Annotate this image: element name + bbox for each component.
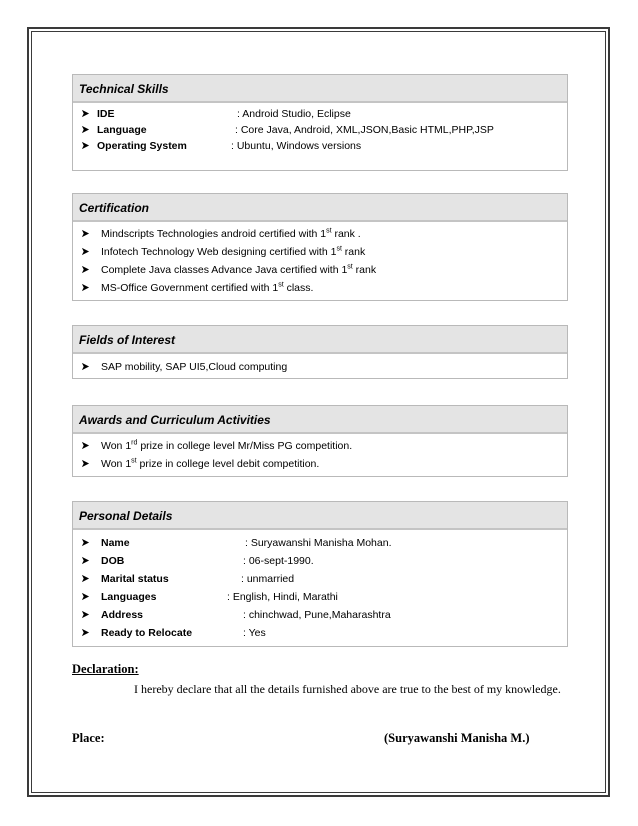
arrow-bullet-icon <box>81 261 90 279</box>
detail-row-languages <box>73 588 567 606</box>
certification-text: Mindscripts Technologies android certified with 1 <box>101 228 327 240</box>
detail-label: DOB <box>101 555 125 567</box>
certification-text: Infotech Technology Web designing certified with 1 <box>101 246 337 258</box>
certification-item <box>73 279 567 297</box>
ordinal-suffix: rd <box>131 439 138 447</box>
award-text: Won 1 <box>101 458 132 470</box>
detail-label: Address <box>101 609 144 621</box>
skill-label: Language <box>97 124 147 136</box>
skill-value: : Android Studio, Eclipse <box>237 108 351 120</box>
arrow-bullet-icon <box>81 122 90 138</box>
arrow-bullet-icon <box>81 358 90 376</box>
detail-row-name <box>73 534 567 552</box>
personal-details-section <box>72 501 568 647</box>
section-title: Awards and Curriculum Activities <box>73 406 567 434</box>
detail-label: Languages <box>101 591 157 603</box>
detail-value: : unmarried <box>241 573 295 585</box>
certification-section <box>72 193 568 301</box>
skill-row-os <box>73 138 567 154</box>
award-item <box>73 437 567 455</box>
certification-item <box>73 261 567 279</box>
certification-text-end: rank <box>352 264 377 276</box>
declaration-body: I hereby declare that all the details furnished above are true to the best of my knowledge. <box>134 682 561 696</box>
award-text: Won 1 <box>101 440 132 452</box>
ordinal-suffix: st <box>336 245 342 253</box>
ordinal-suffix: st <box>347 263 353 271</box>
certification-item <box>73 243 567 261</box>
skill-label: Operating System <box>97 140 187 152</box>
certification-text-end: class. <box>283 282 314 294</box>
interest-text: SAP mobility, SAP UI5,Cloud computing <box>101 361 288 373</box>
detail-label: Marital status <box>101 573 169 585</box>
detail-value: : English, Hindi, Marathi <box>227 591 338 603</box>
ordinal-suffix: st <box>131 457 137 465</box>
arrow-bullet-icon <box>81 624 90 642</box>
arrow-bullet-icon <box>81 243 90 261</box>
declaration-title: Declaration: <box>72 662 139 676</box>
detail-row-relocate <box>73 624 567 642</box>
certification-item <box>73 225 567 243</box>
section-title: Certification <box>73 194 567 222</box>
place-label: Place: <box>72 731 105 745</box>
certification-text-end: rank <box>341 246 366 258</box>
detail-row-dob <box>73 552 567 570</box>
signature-name: (Suryawanshi Manisha M.) <box>384 731 530 745</box>
detail-label: Ready to Relocate <box>101 627 193 639</box>
arrow-bullet-icon <box>81 106 90 122</box>
ordinal-suffix: st <box>278 281 284 289</box>
arrow-bullet-icon <box>81 570 90 588</box>
detail-value: : Suryawanshi Manisha Mohan. <box>245 537 392 549</box>
arrow-bullet-icon <box>81 552 90 570</box>
skill-label: IDE <box>97 108 115 120</box>
arrow-bullet-icon <box>81 606 90 624</box>
awards-section <box>72 405 568 477</box>
skill-row-ide <box>73 106 567 122</box>
detail-label: Name <box>101 537 130 549</box>
arrow-bullet-icon <box>81 225 90 243</box>
award-text-end: prize in college level debit competition. <box>136 458 320 470</box>
interest-item <box>73 358 567 376</box>
section-title: Fields of Interest <box>73 326 567 354</box>
skill-value: : Core Java, Android, XML,JSON,Basic HTML,PHP,JSP <box>235 124 494 136</box>
arrow-bullet-icon <box>81 138 90 154</box>
technical-skills-section <box>72 74 568 171</box>
arrow-bullet-icon <box>81 588 90 606</box>
arrow-bullet-icon <box>81 279 90 297</box>
award-item <box>73 455 567 473</box>
certification-text: Complete Java classes Advance Java certified with 1 <box>101 264 348 276</box>
skill-row-language <box>73 122 567 138</box>
skill-value: : Ubuntu, Windows versions <box>231 140 362 152</box>
detail-value: : Yes <box>243 627 266 639</box>
section-title: Personal Details <box>73 502 567 530</box>
certification-text-end: rank . <box>331 228 361 240</box>
certification-text: MS-Office Government certified with 1 <box>101 282 279 294</box>
ordinal-suffix: st <box>326 227 332 235</box>
fields-of-interest-section <box>72 325 568 379</box>
detail-value: : chinchwad, Pune,Maharashtra <box>243 609 391 621</box>
award-text-end: prize in college level Mr/Miss PG competition. <box>137 440 353 452</box>
detail-row-marital-status <box>73 570 567 588</box>
arrow-bullet-icon <box>81 437 90 455</box>
detail-row-address <box>73 606 567 624</box>
arrow-bullet-icon <box>81 455 90 473</box>
arrow-bullet-icon <box>81 534 90 552</box>
detail-value: : 06-sept-1990. <box>243 555 314 567</box>
section-title: Technical Skills <box>73 75 567 103</box>
